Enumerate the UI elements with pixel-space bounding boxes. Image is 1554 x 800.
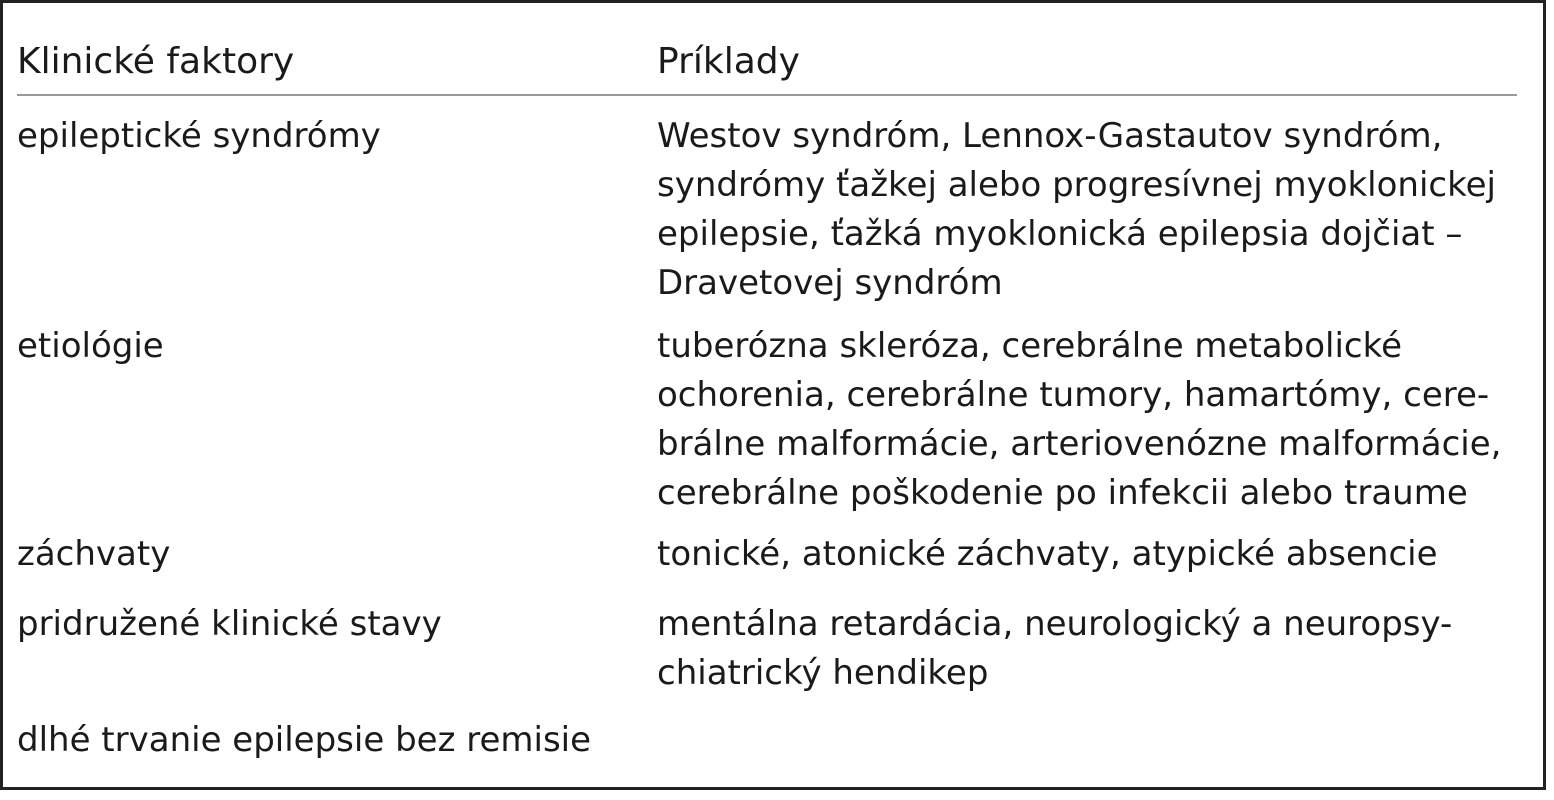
- row-examples: [657, 600, 1517, 698]
- example-line: tonické, atonické záchvaty, atypické absencie: [657, 534, 1438, 574]
- example-line: mentálna retardácia, neurologický a neuropsy-: [657, 604, 1453, 644]
- header-clinical-factors: Klinické faktory: [17, 41, 295, 82]
- example-line: Dravetovej syndróm: [657, 263, 1003, 303]
- example-line: ochorenia, cerebrálne tumory, hamartómy, cere-: [657, 375, 1490, 415]
- example-line: brálne malformácie, arteriovenózne malformácie,: [657, 424, 1502, 464]
- row-factor: záchvaty: [17, 534, 171, 574]
- table-header: [17, 0, 1517, 96]
- row-examples: [657, 530, 1517, 579]
- row-factor: etiológie: [17, 326, 164, 366]
- row-factor: epileptické syndrómy: [17, 116, 381, 156]
- example-line: syndrómy ťažkej alebo progresívnej myoklonickej: [657, 165, 1496, 205]
- row-examples: [657, 112, 1517, 308]
- example-line: cerebrálne poškodenie po infekcii alebo traume: [657, 473, 1468, 513]
- row-factor: dlhé trvanie epilepsie bez remisie: [17, 720, 592, 760]
- example-line: epilepsie, ťažká myoklonická epilepsia dojčiat –: [657, 214, 1463, 254]
- example-line: Westov syndróm, Lennox-Gastautov syndróm,: [657, 116, 1443, 156]
- example-line: tuberózna skleróza, cerebrálne metabolické: [657, 326, 1402, 366]
- row-examples: [657, 322, 1517, 518]
- row-factor: pridružené klinické stavy: [17, 604, 442, 644]
- clinical-factors-table: [17, 0, 1517, 760]
- example-line: chiatrický hendikep: [657, 653, 989, 693]
- header-examples: Príklady: [657, 41, 800, 82]
